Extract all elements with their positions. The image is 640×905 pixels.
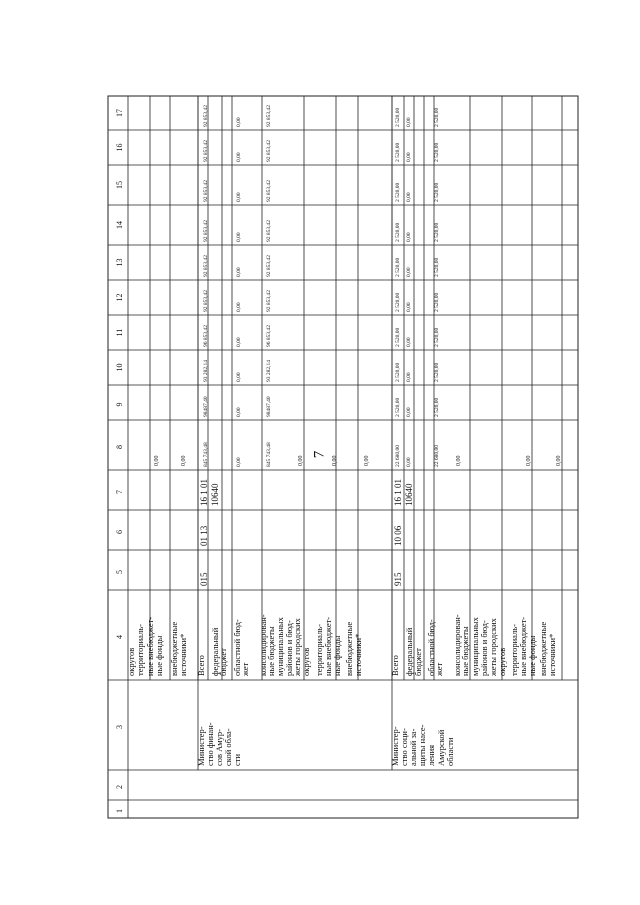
value-cell: 0,00 xyxy=(236,302,242,312)
code-cell: 01 13 xyxy=(199,525,209,546)
category-label: внебюджетные xyxy=(538,621,548,676)
category-label: ные внебюджет- xyxy=(323,616,333,676)
header-cell: 5 xyxy=(115,570,124,574)
code-cell: 10640 xyxy=(404,483,414,506)
category-label: жет xyxy=(240,662,250,676)
header-cell: 4 xyxy=(115,635,124,639)
header-cell: 9 xyxy=(115,402,124,407)
value-cell: 2 520,00 xyxy=(395,257,401,277)
value-cell: 92 853,42 xyxy=(266,220,272,242)
value-cell: 0,00 xyxy=(456,455,462,466)
page-number: 7 xyxy=(311,450,328,459)
category-label: округов xyxy=(497,647,507,676)
ministry-label: Министер- xyxy=(390,726,400,766)
category-label: районов и бюд- xyxy=(284,620,294,676)
header-cell: 16 xyxy=(115,143,124,152)
category-label: федеральный xyxy=(210,627,220,676)
category-label: муниципальных xyxy=(275,617,285,676)
category-label: областной бюд- xyxy=(232,619,242,676)
category-label: ные бюджеты xyxy=(266,626,276,676)
ministry-label: области xyxy=(445,737,455,766)
code-cell: 16 1 01 xyxy=(393,479,403,506)
category-label: внебюджетные xyxy=(344,621,354,676)
value-cell: 22 680,00 xyxy=(395,445,401,467)
category-label: Всего xyxy=(196,655,206,676)
value-cell: 2 520,00 xyxy=(434,292,440,312)
value-cell: 0,00 xyxy=(406,117,412,127)
value-cell: 98487,40 xyxy=(203,396,209,417)
category-label: ные фонды xyxy=(332,635,342,676)
header-cell: 13 xyxy=(115,258,124,267)
value-cell: 2 520,00 xyxy=(395,107,401,127)
value-cell: 0,00 xyxy=(236,117,242,127)
value-cell: 2 520,00 xyxy=(434,222,440,242)
ministry-label: ской обла- xyxy=(223,728,233,766)
value-cell: 92 853,42 xyxy=(203,105,209,127)
value-cell: 0,00 xyxy=(298,455,304,466)
ministry-label: альной за- xyxy=(408,728,418,766)
value-cell: 0,00 xyxy=(236,407,242,417)
code-cell: 015 xyxy=(199,572,209,586)
value-cell: 22 680,00 xyxy=(434,445,440,467)
value-cell: 0,00 xyxy=(364,455,370,466)
value-cell: 98487,40 xyxy=(266,396,272,417)
header-cell: 17 xyxy=(115,109,124,117)
value-cell: 2 520,00 xyxy=(395,327,401,347)
value-cell: 92 853,42 xyxy=(266,255,272,277)
value-cell: 0,00 xyxy=(406,192,412,202)
value-cell: 0,00 xyxy=(154,455,160,466)
value-cell: 0,00 xyxy=(406,407,412,417)
category-label: федеральный xyxy=(404,627,414,676)
value-cell: 0,00 xyxy=(236,152,242,162)
header-cell: 14 xyxy=(115,221,124,229)
value-cell: 0,00 xyxy=(406,457,412,467)
value-cell: 2 520,00 xyxy=(434,257,440,277)
value-cell: 96 853,42 xyxy=(203,325,209,347)
header-cell: 15 xyxy=(115,181,124,189)
value-cell: 0,00 xyxy=(406,337,412,347)
value-cell: 2 520,00 xyxy=(434,397,440,417)
ministry-label: щиты насе- xyxy=(417,724,427,766)
category-label: территориаль- xyxy=(314,624,324,676)
code-cell: 16 1 01 xyxy=(199,479,209,506)
category-label: бюджет xyxy=(218,648,228,676)
table-border xyxy=(108,96,578,818)
value-cell: 2 520,00 xyxy=(434,362,440,382)
category-label: муниципальных xyxy=(470,617,480,676)
header-cell: 1 xyxy=(115,809,124,813)
value-cell: 2 520,00 xyxy=(395,142,401,162)
ministry-label: сов Амур- xyxy=(214,728,224,766)
code-cell: 915 xyxy=(393,572,403,586)
category-label: территориаль- xyxy=(135,624,145,676)
category-label: внебюджетные xyxy=(169,621,179,676)
value-cell: 92 853,42 xyxy=(203,255,209,277)
ministry-label: ство соци- xyxy=(399,728,409,766)
value-cell: 2 520,00 xyxy=(395,182,401,202)
value-cell: 0,00 xyxy=(406,152,412,162)
category-label: ные внебюджет- xyxy=(518,616,528,676)
category-label: жеты городских xyxy=(292,618,302,676)
category-label: источники* xyxy=(178,633,188,676)
category-label: жет xyxy=(434,662,444,676)
value-cell: 0,00 xyxy=(406,302,412,312)
value-cell: 0,00 xyxy=(556,455,562,466)
value-cell: 92 853,42 xyxy=(203,290,209,312)
value-cell: 0,00 xyxy=(236,267,242,277)
category-label: источники* xyxy=(547,633,557,676)
value-cell: 2 520,00 xyxy=(395,222,401,242)
category-label: жеты городских xyxy=(488,618,498,676)
header-cell: 8 xyxy=(115,445,124,449)
value-cell: 92 853,42 xyxy=(266,290,272,312)
header-cell: 11 xyxy=(115,328,124,337)
value-cell: 0,00 xyxy=(236,232,242,242)
value-cell: 2 520,00 xyxy=(395,292,401,312)
value-cell: 0,00 xyxy=(236,457,242,467)
value-cell: 0,00 xyxy=(181,455,187,466)
category-label: ные бюджеты xyxy=(460,626,470,676)
value-cell: 92 853,42 xyxy=(203,180,209,202)
value-cell: 0,00 xyxy=(406,372,412,382)
category-label: округов xyxy=(126,647,136,676)
header-cell: 12 xyxy=(115,293,124,302)
category-label: консолидирован- xyxy=(258,614,268,676)
value-cell: 2 520,00 xyxy=(434,327,440,347)
category-label: ные фонды xyxy=(154,635,164,676)
header-cell: 3 xyxy=(115,725,124,729)
value-cell: 92 853,42 xyxy=(266,105,272,127)
value-cell: 0,00 xyxy=(526,455,532,466)
value-cell: 2 520,00 xyxy=(395,362,401,382)
ministry-label: сти xyxy=(232,753,242,766)
code-cell: 10 06 xyxy=(393,525,403,546)
category-label: округов xyxy=(301,647,311,676)
value-cell: 93 282,14 xyxy=(203,360,209,382)
value-cell: 2 520,00 xyxy=(434,182,440,202)
category-label: бюджет xyxy=(413,648,423,676)
value-cell: 93 282,14 xyxy=(266,360,272,382)
category-label: районов и бюд- xyxy=(479,620,489,676)
category-label: консолидирован- xyxy=(452,614,462,676)
value-cell: 2 520,00 xyxy=(434,107,440,127)
value-cell: 0,00 xyxy=(406,232,412,242)
code-cell: 10640 xyxy=(210,483,220,506)
value-cell: 0,00 xyxy=(406,267,412,277)
category-label: ные фонды xyxy=(527,635,537,676)
value-cell: 845 743,48 xyxy=(203,442,209,467)
ministry-label: Министер- xyxy=(196,726,206,766)
header-cell: 10 xyxy=(115,363,124,372)
value-cell: 2 520,00 xyxy=(434,142,440,162)
value-cell: 0,00 xyxy=(236,372,242,382)
ministry-label: ления xyxy=(426,744,436,766)
value-cell: 92 853,42 xyxy=(203,220,209,242)
value-cell: 845 743,48 xyxy=(266,442,272,467)
category-label: ные внебюджет- xyxy=(145,616,155,676)
value-cell: 92 853,42 xyxy=(203,140,209,162)
value-cell: 0,00 xyxy=(236,337,242,347)
ministry-label: ство финан- xyxy=(205,722,215,766)
ministry-label: Амурской xyxy=(436,729,446,766)
value-cell: 96 853,42 xyxy=(266,325,272,347)
value-cell: 92 853,42 xyxy=(266,140,272,162)
value-cell: 2 520,00 xyxy=(395,397,401,417)
value-cell: 0,00 xyxy=(236,192,242,202)
value-cell: 92 853,42 xyxy=(266,180,272,202)
value-cell: 0,00 xyxy=(332,455,338,466)
header-cell: 6 xyxy=(115,530,124,534)
header-cell: 2 xyxy=(115,785,124,789)
category-label: областной бюд- xyxy=(426,619,436,676)
category-label: источники* xyxy=(353,633,363,676)
category-label: территориаль- xyxy=(509,624,519,676)
category-label: Всего xyxy=(390,655,400,676)
header-cell: 7 xyxy=(115,490,124,494)
